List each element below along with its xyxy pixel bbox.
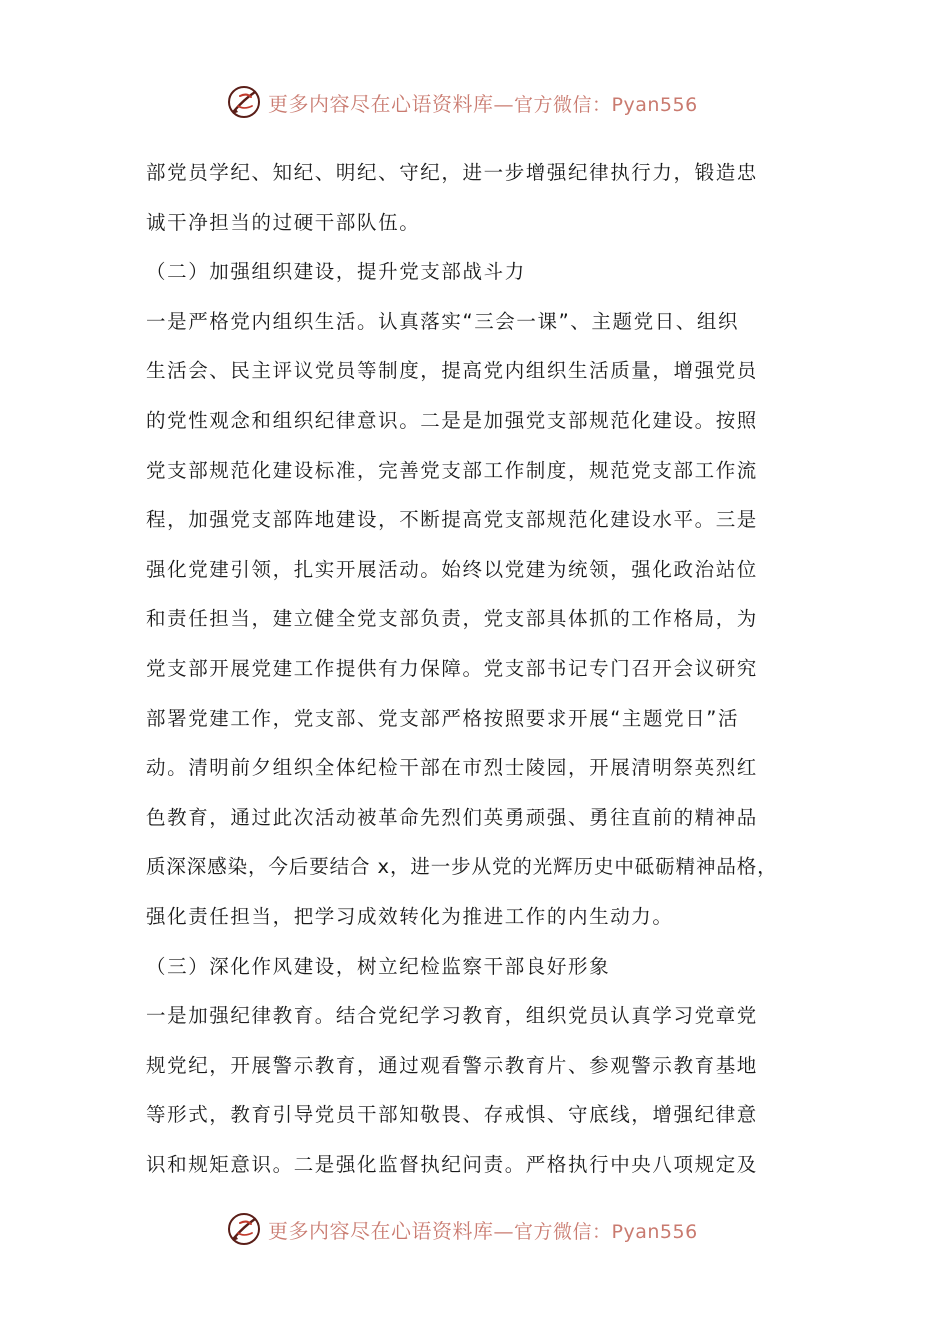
banner-slogan: 更多内容尽在心语资料库 [268,91,494,116]
banner-text [268,1215,698,1244]
body-line: 部党员学纪、知纪、明纪、守纪，进一步增强纪律执行力，锻造忠 [146,161,758,184]
banner-wechat: 官方微信：Pyan556 [514,1220,698,1243]
banner-text [268,88,698,117]
body-line: 诚干净担当的过硬干部队伍。 [146,210,421,234]
body-line: 色教育，通过此次活动被革命先烈们英勇顽强、勇往直前的精神品 [146,805,758,829]
body-line: 识和规矩意识。二是强化监督执纪问责。严格执行中央八项规定及 [146,1152,758,1176]
banner-slogan: 更多内容尽在心语资料库 [268,1218,494,1243]
body-line: 强化责任担当，把学习成效转化为推进工作的内生动力。 [146,904,674,928]
body-line: 党支部开展党建工作提供有力保障。党支部书记专门召开会议研究 [146,656,758,680]
body-line: 质深深感染，今后要结合 x，进一步从党的光辉历史中砥砺精神品格， [146,855,778,879]
body-line: 生活会、民主评议党员等制度，提高党内组织生活质量，增强党员 [146,359,758,383]
body-line: 和责任担当，建立健全党支部负责，党支部具体抓的工作格局，为 [146,607,758,631]
body-line: 强化党建引领，扎实开展活动。始终以党建为统领，强化政治站位 [146,557,758,581]
body-line: 规党纪，开展警示教育，通过观看警示教育片、参观警示教育基地 [146,1053,758,1077]
document-body [146,148,826,1189]
section-heading: （二）加强组织建设，提升党支部战斗力 [146,260,526,284]
header-banner [226,82,698,122]
banner-separator: — [493,91,514,116]
body-line: 程，加强党支部阵地建设，不断提高党支部规范化建设水平。三是 [146,508,758,532]
body-line: 动。清明前夕组织全体纪检干部在市烈士陵园，开展清明祭英烈红 [146,756,758,780]
section-heading: （三）深化作风建设，树立纪检监察干部良好形象 [146,954,611,978]
body-line: 等形式，教育引导党员干部知敬畏、存戒惧、守底线，增强纪律意 [146,1103,758,1127]
banner-separator: — [493,1218,514,1243]
body-line: 部署党建工作，党支部、党支部严格按照要求开展“主题党日”活 [146,706,740,730]
body-line: 的党性观念和组织纪律意识。二是是加强党支部规范化建设。按照 [146,408,758,432]
footer-banner [226,1209,698,1249]
banner-wechat: 官方微信：Pyan556 [514,93,698,116]
body-line: 一是加强纪律教育。结合党纪学习教育，组织党员认真学习党章党 [146,1004,758,1028]
pen-logo-icon [226,84,262,120]
pen-logo-icon [226,1211,262,1247]
body-line: 党支部规范化建设标准，完善党支部工作制度，规范党支部工作流 [146,458,758,482]
body-line: 一是严格党内组织生活。认真落实“三会一课”、主题党日、组织 [146,309,740,333]
